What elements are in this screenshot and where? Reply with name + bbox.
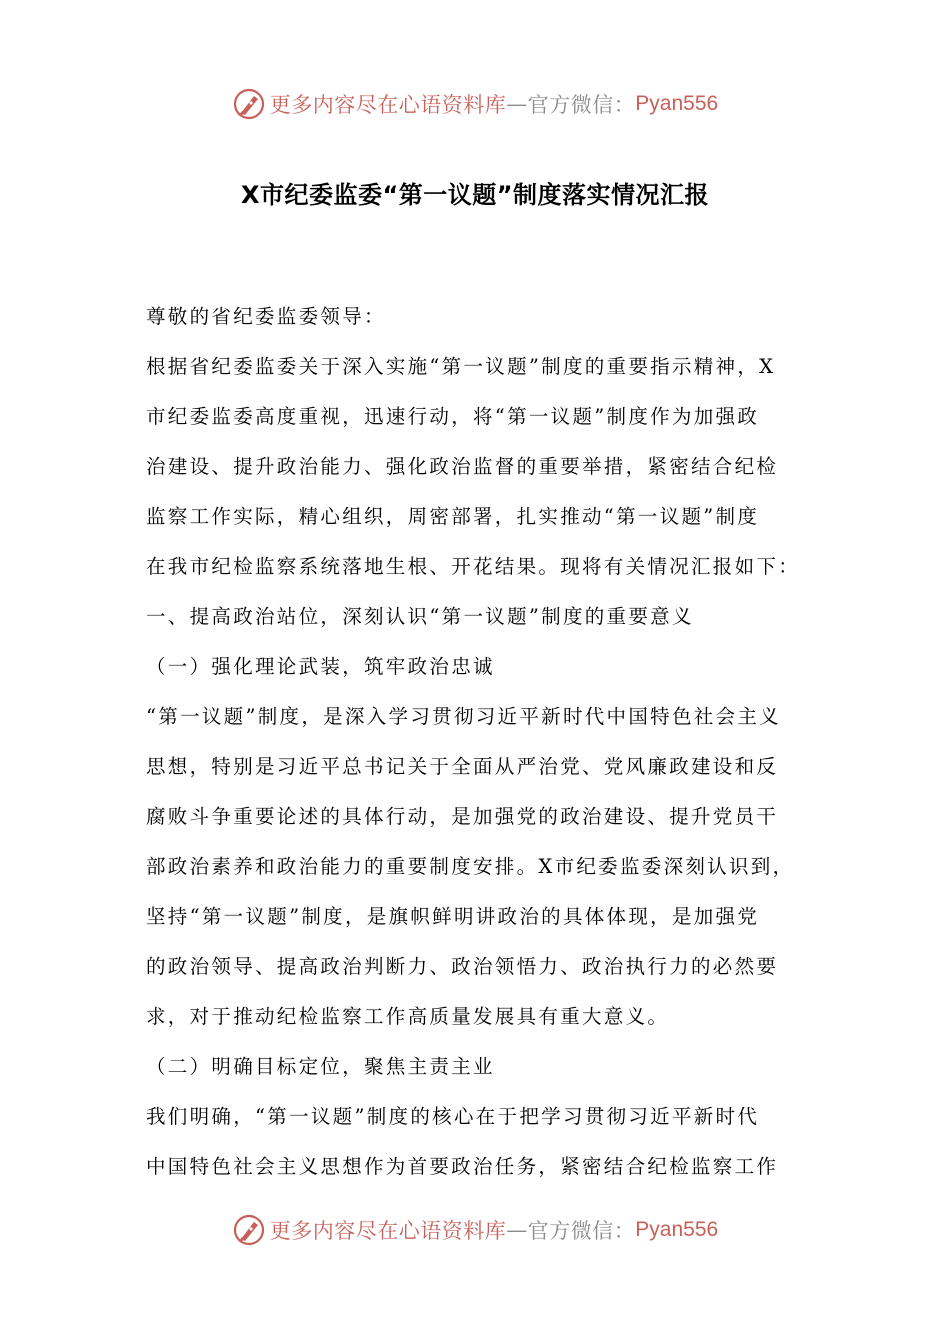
body-line: 我们明确，“第一议题”制度的核心在于把学习贯彻习近平新时代 bbox=[146, 1105, 760, 1128]
body-line: 监察工作实际，精心组织，周密部署，扎实推动“第一议题”制度 bbox=[146, 505, 760, 528]
body-line: 中国特色社会主义思想作为首要政治任务，紧密结合纪检监察工作 bbox=[146, 1155, 779, 1178]
watermark-sub-text: 官方微信： bbox=[527, 1219, 636, 1243]
body-line: “第一议题”制度，是深入学习贯彻习近平新时代中国特色社会主义 bbox=[146, 705, 781, 728]
subsection-heading: （二）明确目标定位，聚焦主责主业 bbox=[146, 1055, 495, 1078]
body-line: 尊敬的省纪委监委领导： bbox=[146, 305, 386, 328]
header-watermark bbox=[0, 84, 950, 124]
section-heading: 一、提高政治站位，深刻认识“第一议题”制度的重要意义 bbox=[146, 605, 694, 628]
body-line: 治建设、提升政治能力、强化政治监督的重要举措，紧密结合纪检 bbox=[146, 455, 779, 478]
body-line: 思想，特别是习近平总书记关于全面从严治党、党风廉政建设和反 bbox=[146, 755, 779, 778]
body-line: 的政治领导、提高政治判断力、政治领悟力、政治执行力的必然要 bbox=[146, 955, 779, 978]
body-line: 根据省纪委监委关于深入实施“第一议题”制度的重要指示精神，X bbox=[146, 355, 776, 378]
body-line: 坚持“第一议题”制度，是旗帜鲜明讲政治的具体体现，是加强党 bbox=[146, 905, 760, 928]
document-body bbox=[146, 292, 808, 1192]
body-line: 求，对于推动纪检监察工作高质量发展具有重大意义。 bbox=[146, 1005, 670, 1028]
watermark-dash: — bbox=[506, 1218, 528, 1242]
watermark-main-text: 更多内容尽在心语资料库 bbox=[269, 1219, 507, 1243]
body-line: 部政治素养和政治能力的重要制度安排。X市纪委监委深刻认识到， bbox=[146, 855, 795, 878]
subsection-heading: （一）强化理论武装，筑牢政治忠诚 bbox=[146, 655, 495, 678]
watermark-sub-text: 官方微信： bbox=[527, 93, 636, 117]
pen-nib-icon bbox=[232, 1213, 266, 1247]
body-line: 在我市纪检监察系统落地生根、开花结果。现将有关情况汇报如下： bbox=[146, 555, 801, 578]
document-title: X市纪委监委“第一议题”制度落实情况汇报 bbox=[240, 181, 710, 209]
watermark-main-text: 更多内容尽在心语资料库 bbox=[269, 93, 507, 117]
footer-watermark bbox=[0, 1210, 950, 1250]
watermark-id: Pyan556 bbox=[635, 1218, 719, 1241]
watermark-id: Pyan556 bbox=[635, 92, 719, 115]
pen-nib-icon bbox=[232, 87, 266, 121]
watermark-dash: — bbox=[506, 92, 528, 116]
body-line: 腐败斗争重要论述的具体行动，是加强党的政治建设、提升党员干 bbox=[146, 805, 779, 828]
body-line: 市纪委监委高度重视，迅速行动，将“第一议题”制度作为加强政 bbox=[146, 405, 760, 428]
